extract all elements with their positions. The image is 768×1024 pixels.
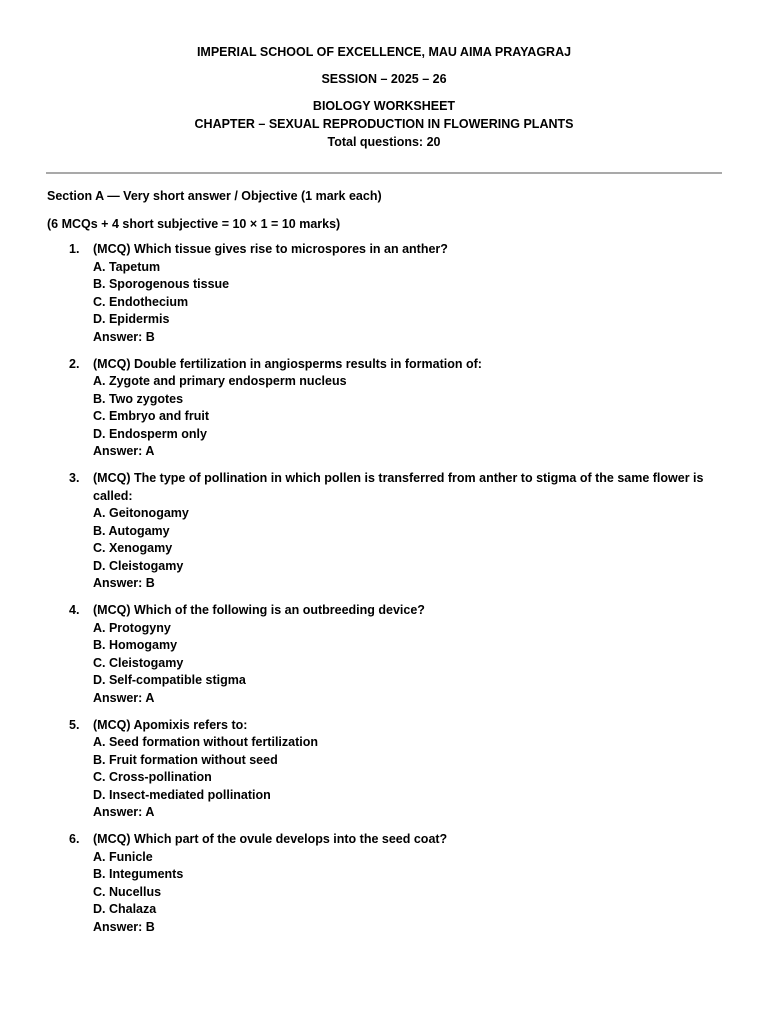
answer-option: B. Homogamy [93,638,178,652]
answer-option: C. Cleistogamy [93,655,184,670]
question-text: (MCQ) Which tissue gives rise to microspores in an anther? [93,242,448,256]
answer-key: Answer: B [93,576,155,590]
question-item [47,241,727,346]
question-item [47,717,727,822]
answer-option: D. Self-compatible stigma [93,673,246,687]
section-marks: (6 MCQs + 4 short subjective = 10 × 1 = 10 marks) [47,217,341,231]
answer-option: A. Protogyny [93,620,171,635]
question-item [47,470,727,593]
answer-option: B. Fruit formation without seed [93,752,278,767]
answer-key: Answer: A [93,690,155,705]
question-text: (MCQ) Which part of the ovule develops into the seed coat? [93,832,448,846]
question-number: 2. [69,356,80,371]
answer-option: B. Two zygotes [93,391,184,406]
answer-option: D. Endosperm only [93,426,207,441]
question-number: 1. [69,242,80,256]
answer-option: D. Insect-mediated pollination [93,787,271,802]
answer-option: A. Funicle [93,849,153,864]
worksheet-header [0,43,768,151]
section-title: Section A — Very short answer / Objective (1 mark each) [47,189,382,203]
answer-option: B. Autogamy [93,523,170,538]
question-item [47,602,727,707]
worksheet-title: BIOLOGY WORKSHEET [312,99,456,113]
answer-option: A. Zygote and primary endosperm nucleus [93,374,347,388]
answer-key: Answer: B [93,919,155,934]
answer-option: C. Xenogamy [93,541,173,555]
question-text: (MCQ) The type of pollination in which pollen is transferred from anther to stigma of the same flower is called: [93,471,704,503]
session-line: SESSION – 2025 – 26 [321,72,447,86]
answer-option: B. Integuments [93,867,184,881]
answer-option: A. Geitonogamy [93,506,189,520]
chapter-title: CHAPTER – SEXUAL REPRODUCTION IN FLOWERING PLANTS [194,117,574,131]
answer-option: A. Seed formation without fertilization [93,735,318,749]
total-questions: Total questions: 20 [327,135,441,149]
answer-option: A. Tapetum [93,259,161,274]
school-name: IMPERIAL SCHOOL OF EXCELLENCE, MAU AIMA PRAYAGRAJ [196,45,572,59]
question-number: 6. [69,832,80,846]
question-number: 4. [69,603,80,617]
question-list [47,241,727,946]
question-number: 5. [69,717,80,732]
answer-option: D. Cleistogamy [93,558,184,573]
question-item [47,831,727,936]
answer-key: Answer: A [93,805,155,819]
answer-key: Answer: B [93,329,155,344]
question-text: (MCQ) Which of the following is an outbreeding device? [93,603,425,617]
question-text: (MCQ) Double fertilization in angiosperms results in formation of: [93,356,482,371]
answer-key: Answer: A [93,444,155,458]
answer-option: C. Cross-pollination [93,770,212,784]
question-item [47,356,727,461]
header-divider [46,172,722,174]
answer-option: D. Epidermis [93,312,170,326]
answer-option: C. Embryo and fruit [93,409,209,423]
question-text: (MCQ) Apomixis refers to: [93,717,248,732]
question-number: 3. [69,471,80,485]
answer-option: C. Endothecium [93,294,189,309]
answer-option: C. Nucellus [93,884,162,899]
answer-option: D. Chalaza [93,902,157,916]
answer-option: B. Sporogenous tissue [93,277,230,291]
